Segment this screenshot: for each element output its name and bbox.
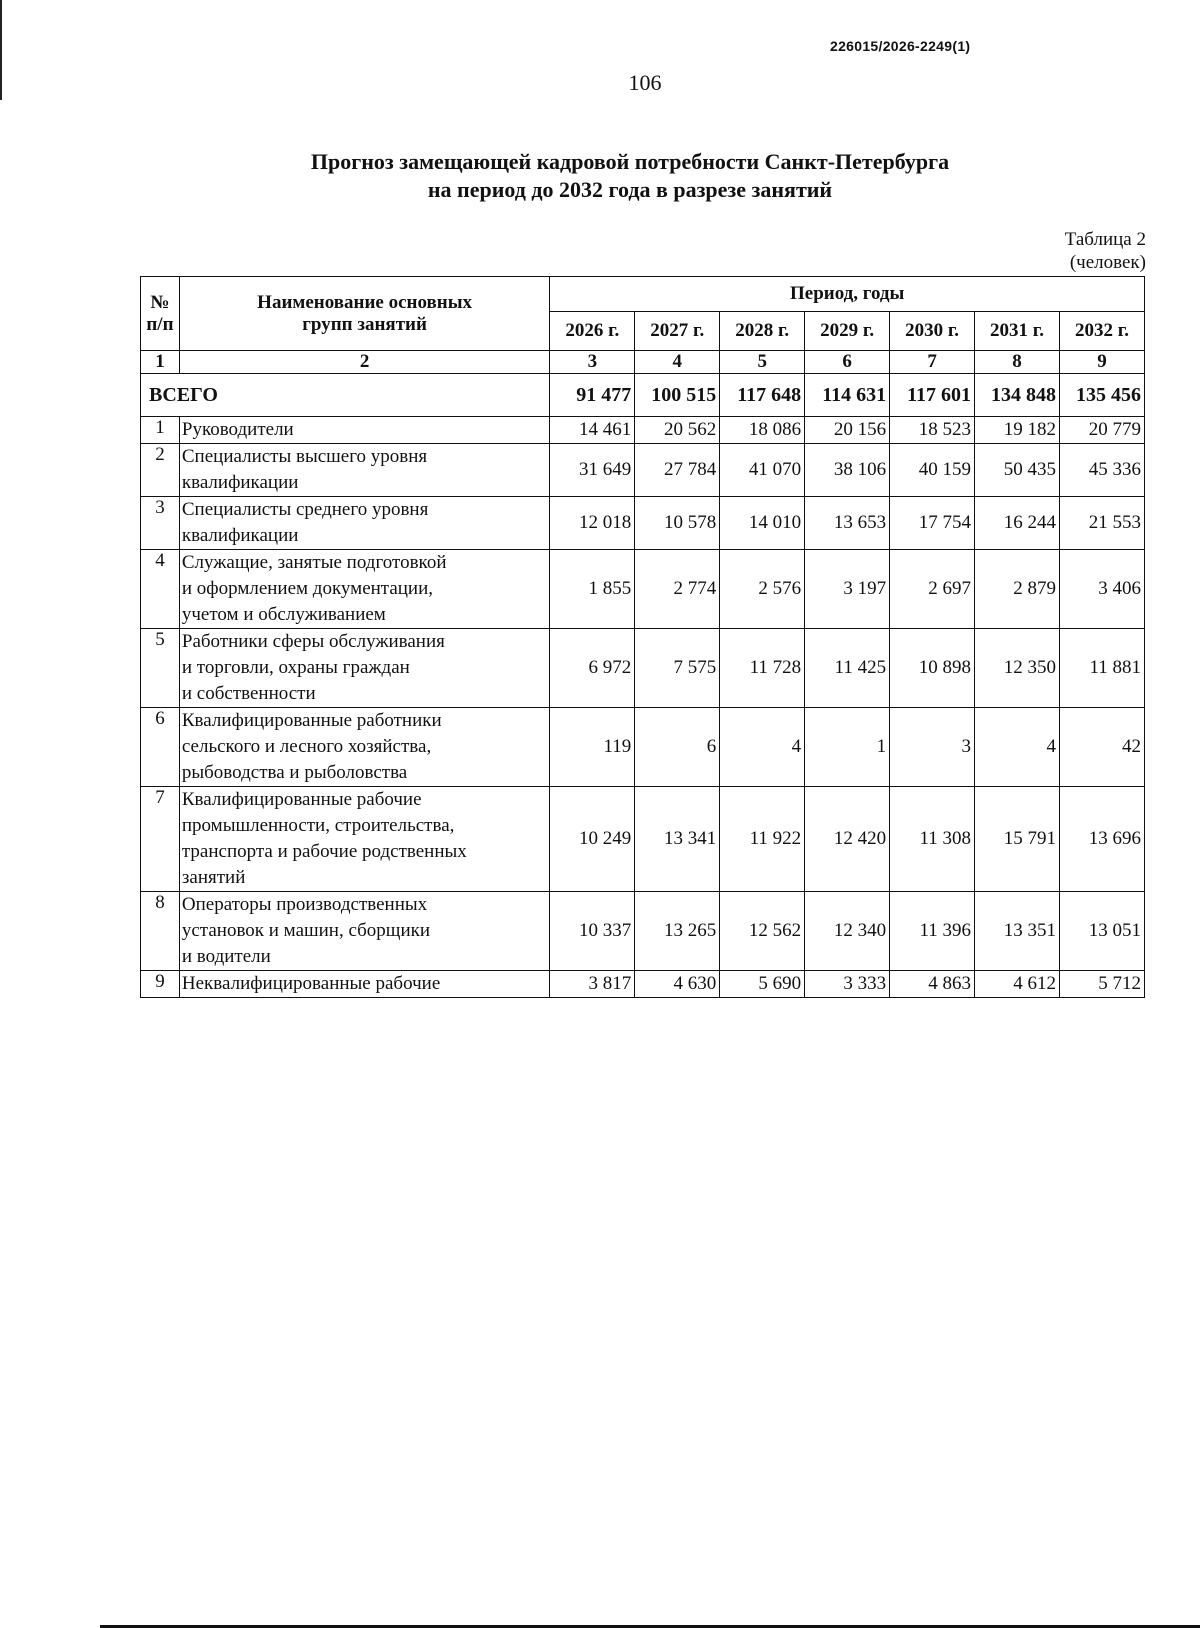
column-index-cell: 1 bbox=[141, 351, 180, 374]
value-2030: 40 159 bbox=[890, 444, 975, 497]
column-index-cell: 6 bbox=[805, 351, 890, 374]
value-2032: 13 696 bbox=[1059, 787, 1144, 892]
value-2030: 11 396 bbox=[890, 892, 975, 971]
occupation-group-name bbox=[179, 417, 549, 444]
value-2028: 4 bbox=[720, 708, 805, 787]
occupation-name-line: квалификации bbox=[181, 525, 299, 546]
occupation-group-name bbox=[179, 629, 549, 708]
value-2028: 5 690 bbox=[720, 971, 805, 998]
value-2026: 10 337 bbox=[550, 892, 635, 971]
header-period-cell: Период, годы bbox=[550, 277, 1145, 312]
value-2026: 31 649 bbox=[550, 444, 635, 497]
occupation-name-line: промышленности, строительства, bbox=[181, 815, 455, 836]
value-2027: 20 562 bbox=[635, 417, 720, 444]
row-number: 1 bbox=[141, 417, 180, 444]
row-number: 3 bbox=[141, 497, 180, 550]
occupation-name-line: квалификации bbox=[181, 472, 299, 493]
value-2030: 18 523 bbox=[890, 417, 975, 444]
total-value-2030: 117 601 bbox=[890, 374, 975, 417]
occupation-group-name bbox=[179, 708, 549, 787]
value-2032: 21 553 bbox=[1059, 497, 1144, 550]
value-2028: 2 576 bbox=[720, 550, 805, 629]
table-caption bbox=[1065, 228, 1146, 274]
total-value-2032: 135 456 bbox=[1059, 374, 1144, 417]
column-index-cell: 3 bbox=[550, 351, 635, 374]
row-number: 8 bbox=[141, 892, 180, 971]
occupation-group-name bbox=[179, 892, 549, 971]
value-2028: 11 922 bbox=[720, 787, 805, 892]
value-2031: 2 879 bbox=[975, 550, 1060, 629]
table-row bbox=[141, 892, 1145, 971]
value-2029: 12 420 bbox=[805, 787, 890, 892]
value-2029: 38 106 bbox=[805, 444, 890, 497]
total-value-2028: 117 648 bbox=[720, 374, 805, 417]
table-row bbox=[141, 787, 1145, 892]
row-number: 2 bbox=[141, 444, 180, 497]
occupation-name-line: Работники сферы обслуживания bbox=[181, 631, 445, 652]
value-2027: 13 341 bbox=[635, 787, 720, 892]
column-index-cell: 8 bbox=[975, 351, 1060, 374]
header-year-2032: 2032 г. bbox=[1059, 312, 1144, 351]
value-2031: 4 612 bbox=[975, 971, 1060, 998]
header-number-line-2: п/п bbox=[146, 313, 174, 335]
row-number: 7 bbox=[141, 787, 180, 892]
value-2028: 12 562 bbox=[720, 892, 805, 971]
value-2032: 3 406 bbox=[1059, 550, 1144, 629]
occupation-name-line: Неквалифицированные рабочие bbox=[181, 973, 441, 994]
value-2029: 3 197 bbox=[805, 550, 890, 629]
total-label: ВСЕГО bbox=[141, 374, 550, 417]
table-row bbox=[141, 971, 1145, 998]
table-body bbox=[141, 351, 1145, 998]
value-2026: 10 249 bbox=[550, 787, 635, 892]
document-registration-number: 226015/2026-2249(1) bbox=[830, 38, 971, 54]
value-2030: 10 898 bbox=[890, 629, 975, 708]
value-2027: 27 784 bbox=[635, 444, 720, 497]
occupation-name-line: Служащие, занятые подготовкой bbox=[181, 552, 447, 573]
value-2032: 20 779 bbox=[1059, 417, 1144, 444]
value-2031: 12 350 bbox=[975, 629, 1060, 708]
occupation-name-line: занятий bbox=[181, 867, 246, 888]
title-line-1: Прогноз замещающей кадровой потребности Санкт-Петербурга bbox=[310, 149, 950, 174]
row-number: 9 bbox=[141, 971, 180, 998]
header-name-line-2: групп занятий bbox=[302, 313, 427, 335]
total-row bbox=[141, 374, 1145, 417]
value-2027: 7 575 bbox=[635, 629, 720, 708]
table-row bbox=[141, 629, 1145, 708]
value-2032: 42 bbox=[1059, 708, 1144, 787]
value-2027: 6 bbox=[635, 708, 720, 787]
value-2028: 18 086 bbox=[720, 417, 805, 444]
total-value-2026: 91 477 bbox=[550, 374, 635, 417]
header-row-1 bbox=[141, 277, 1145, 312]
value-2030: 11 308 bbox=[890, 787, 975, 892]
value-2030: 17 754 bbox=[890, 497, 975, 550]
occupation-group-name bbox=[179, 971, 549, 998]
occupation-name-line: Операторы производственных bbox=[181, 894, 428, 915]
occupation-name-line: Специалисты среднего уровня bbox=[181, 499, 429, 520]
occupation-name-line: сельского и лесного хозяйства, bbox=[181, 736, 432, 757]
value-2026: 3 817 bbox=[550, 971, 635, 998]
header-year-2027: 2027 г. bbox=[635, 312, 720, 351]
value-2029: 20 156 bbox=[805, 417, 890, 444]
occupation-name-line: Руководители bbox=[181, 419, 294, 440]
column-index-cell: 4 bbox=[635, 351, 720, 374]
header-year-2031: 2031 г. bbox=[975, 312, 1060, 351]
value-2028: 14 010 bbox=[720, 497, 805, 550]
total-value-2031: 134 848 bbox=[975, 374, 1060, 417]
occupation-name-line: и собственности bbox=[181, 683, 316, 704]
table-row bbox=[141, 550, 1145, 629]
occupation-name-line: транспорта и рабочие родственных bbox=[181, 841, 467, 862]
table-row bbox=[141, 417, 1145, 444]
column-index-cell: 2 bbox=[179, 351, 549, 374]
title-line-2: на период до 2032 года в разрезе занятий bbox=[427, 177, 833, 202]
column-index-cell: 9 bbox=[1059, 351, 1144, 374]
row-number: 5 bbox=[141, 629, 180, 708]
value-2026: 12 018 bbox=[550, 497, 635, 550]
row-number: 6 bbox=[141, 708, 180, 787]
value-2032: 13 051 bbox=[1059, 892, 1144, 971]
column-index-cell: 5 bbox=[720, 351, 805, 374]
column-index-cell: 7 bbox=[890, 351, 975, 374]
value-2029: 13 653 bbox=[805, 497, 890, 550]
header-name-cell bbox=[179, 277, 549, 351]
value-2027: 2 774 bbox=[635, 550, 720, 629]
occupation-name-line: рыбоводства и рыболовства bbox=[181, 762, 408, 783]
column-index-row bbox=[141, 351, 1145, 374]
occupation-name-line: и водители bbox=[181, 946, 271, 967]
occupation-name-line: и торговли, охраны граждан bbox=[181, 657, 410, 678]
value-2026: 1 855 bbox=[550, 550, 635, 629]
header-number-line-1: № bbox=[150, 291, 170, 313]
occupation-group-name bbox=[179, 787, 549, 892]
value-2029: 12 340 bbox=[805, 892, 890, 971]
value-2027: 13 265 bbox=[635, 892, 720, 971]
value-2027: 10 578 bbox=[635, 497, 720, 550]
header-name-line-1: Наименование основных bbox=[257, 291, 473, 313]
total-value-2029: 114 631 bbox=[805, 374, 890, 417]
header-year-2026: 2026 г. bbox=[550, 312, 635, 351]
row-number: 4 bbox=[141, 550, 180, 629]
value-2030: 4 863 bbox=[890, 971, 975, 998]
value-2030: 3 bbox=[890, 708, 975, 787]
value-2028: 41 070 bbox=[720, 444, 805, 497]
page-number: 106 bbox=[628, 70, 662, 95]
value-2030: 2 697 bbox=[890, 550, 975, 629]
header-number-cell bbox=[141, 277, 180, 351]
occupation-name-line: установок и машин, сборщики bbox=[181, 920, 431, 941]
value-2026: 14 461 bbox=[550, 417, 635, 444]
header-year-2028: 2028 г. bbox=[720, 312, 805, 351]
document-title bbox=[0, 148, 1200, 204]
value-2032: 5 712 bbox=[1059, 971, 1144, 998]
value-2026: 119 bbox=[550, 708, 635, 787]
forecast-table bbox=[140, 276, 1145, 998]
total-value-2027: 100 515 bbox=[635, 374, 720, 417]
value-2029: 11 425 bbox=[805, 629, 890, 708]
value-2032: 45 336 bbox=[1059, 444, 1144, 497]
value-2026: 6 972 bbox=[550, 629, 635, 708]
table-row bbox=[141, 708, 1145, 787]
header-year-2029: 2029 г. bbox=[805, 312, 890, 351]
occupation-name-line: Квалифицированные работники bbox=[181, 710, 442, 731]
value-2027: 4 630 bbox=[635, 971, 720, 998]
table-label: Таблица 2 bbox=[1064, 229, 1146, 250]
occupation-name-line: учетом и обслуживанием bbox=[181, 604, 386, 625]
value-2032: 11 881 bbox=[1059, 629, 1144, 708]
occupation-name-line: и оформлением документации, bbox=[181, 578, 434, 599]
table-row bbox=[141, 497, 1145, 550]
value-2028: 11 728 bbox=[720, 629, 805, 708]
value-2029: 1 bbox=[805, 708, 890, 787]
value-2031: 13 351 bbox=[975, 892, 1060, 971]
value-2031: 15 791 bbox=[975, 787, 1060, 892]
occupation-group-name bbox=[179, 550, 549, 629]
value-2029: 3 333 bbox=[805, 971, 890, 998]
occupation-name-line: Квалифицированные рабочие bbox=[181, 789, 422, 810]
value-2031: 4 bbox=[975, 708, 1060, 787]
value-2031: 50 435 bbox=[975, 444, 1060, 497]
table-row bbox=[141, 444, 1145, 497]
occupation-name-line: Специалисты высшего уровня bbox=[181, 446, 428, 467]
table-unit: (человек) bbox=[1069, 252, 1146, 273]
value-2031: 16 244 bbox=[975, 497, 1060, 550]
value-2031: 19 182 bbox=[975, 417, 1060, 444]
occupation-group-name bbox=[179, 444, 549, 497]
occupation-group-name bbox=[179, 497, 549, 550]
header-year-2030: 2030 г. bbox=[890, 312, 975, 351]
